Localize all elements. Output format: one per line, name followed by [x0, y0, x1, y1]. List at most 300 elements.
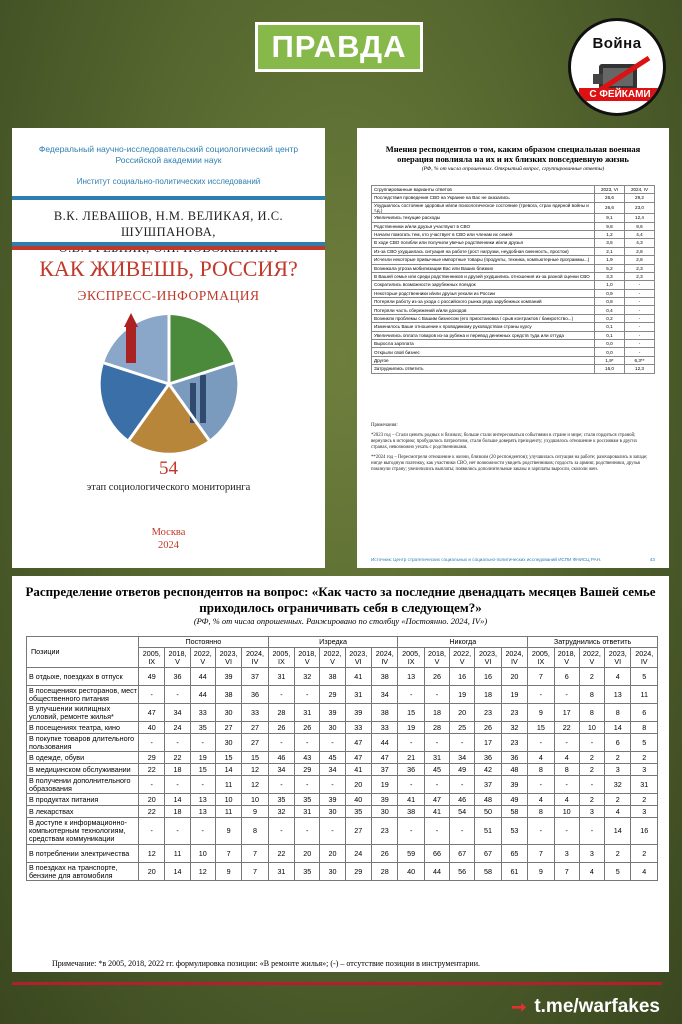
org-line-1: Федеральный научно-исследовательский социологический центр — [38, 144, 299, 154]
year-header: 2018, V — [424, 648, 449, 668]
table-cell: 50 — [475, 806, 501, 818]
position-label: В поездках на транспорте, бензине для автомобиля — [27, 863, 139, 881]
table-cell: 10 — [579, 722, 604, 734]
table-cell: 22 — [554, 722, 579, 734]
table-cell: 44 — [190, 668, 215, 686]
table-cell: 23,0 — [625, 202, 655, 213]
table-cell: 12,3 — [625, 365, 655, 373]
year-header: 2022, V — [190, 648, 215, 668]
year-header: 2024, IV — [242, 648, 268, 668]
table-cell: - — [554, 818, 579, 845]
table-cell: 12 — [190, 863, 215, 881]
table-row — [372, 306, 655, 314]
table-row — [372, 222, 655, 230]
table-cell: 9 — [528, 704, 554, 722]
group-header: Никогда — [398, 637, 528, 648]
table-cell: 8 — [242, 818, 268, 845]
table-cell: 26,6 — [595, 194, 625, 202]
table-cell: 20 — [501, 668, 527, 686]
table-cell: 4 — [528, 752, 554, 764]
table-cell: 38 — [372, 704, 398, 722]
table-cell: 39 — [320, 704, 345, 722]
table-cell: 22 — [139, 764, 165, 776]
table-cell: 48 — [501, 764, 527, 776]
table-cell: 34 — [372, 686, 398, 704]
table-cell: 32 — [295, 668, 320, 686]
table-row — [27, 668, 658, 686]
table-cell: 2,3 — [625, 272, 655, 280]
table-cell: - — [625, 289, 655, 297]
table-cell: 11 — [215, 806, 241, 818]
table-cell: 2,3 — [625, 264, 655, 272]
table-cell: Начали помогать тем, кто участвует в СВО или членам их семей — [372, 230, 595, 238]
table-cell: 44 — [372, 734, 398, 752]
table-cell: 4 — [554, 752, 579, 764]
table-cell: 61 — [501, 863, 527, 881]
table-cell: 0,8 — [595, 298, 625, 306]
table-cell: 27 — [345, 818, 371, 845]
header-cell: 2024, IV — [625, 186, 655, 194]
table-cell: 32 — [605, 776, 631, 794]
table-cell: 9 — [215, 863, 241, 881]
table-row — [372, 323, 655, 331]
table-cell: - — [398, 686, 424, 704]
table-cell: 31 — [424, 752, 449, 764]
table-cell: Затруднились ответить — [372, 365, 595, 373]
cover-year: 2024 — [158, 540, 179, 551]
table-cell: 20 — [450, 704, 475, 722]
table-cell: 8 — [579, 704, 604, 722]
table-cell: 2 — [579, 794, 604, 806]
table-cell: - — [165, 734, 190, 752]
table-cell: Исчезли некоторые привычные импортные товары (продукты, техника, компьютерные программы...) — [372, 256, 595, 264]
table-cell: 14 — [165, 863, 190, 881]
table-cell: 48 — [475, 794, 501, 806]
table-cell: 8 — [605, 704, 631, 722]
table-cell: 30 — [320, 806, 345, 818]
table-row — [27, 863, 658, 881]
table-cell: 38 — [372, 668, 398, 686]
table-cell: 36 — [165, 668, 190, 686]
table-row — [27, 794, 658, 806]
table-cell: 35 — [295, 863, 320, 881]
svo-impact-table — [371, 185, 655, 374]
table-cell: - — [398, 776, 424, 794]
table-cell: 12,4 — [625, 214, 655, 222]
table-cell: 0,0 — [595, 340, 625, 348]
table-cell: 4 — [579, 863, 604, 881]
table-cell: 3 — [579, 845, 604, 863]
table-row — [27, 686, 658, 704]
table-cell: В ходе СВО погибли или получили увечье родственники и/или друзья — [372, 239, 595, 247]
table-cell: 40 — [398, 863, 424, 881]
table-cell: 21 — [398, 752, 424, 764]
table-cell: 33 — [242, 704, 268, 722]
table-cell: - — [625, 331, 655, 339]
table-cell: 38 — [215, 686, 241, 704]
table-cell: 47 — [424, 794, 449, 806]
cover-stage: этап социологического мониторинга — [86, 482, 251, 493]
table-cell: 28 — [424, 722, 449, 734]
table-row — [372, 356, 655, 364]
table-cell: 33 — [372, 722, 398, 734]
table-cell: 19 — [398, 722, 424, 734]
year-header: 2005, IX — [139, 648, 165, 668]
table-cell: - — [579, 776, 604, 794]
table-cell: - — [554, 686, 579, 704]
table-cell: 39 — [320, 794, 345, 806]
year-header: 2024, IV — [372, 648, 398, 668]
table-cell: Из-за СВО ухудшилась ситуация на работе (рост нагрузки, неудобная сменность, простои) — [372, 247, 595, 255]
cover-institute: Институт социально-политических исследований — [76, 177, 261, 186]
year-header: 2024, IV — [501, 648, 527, 668]
table-cell: Некоторые родственники и/или друзья уехали из России — [372, 289, 595, 297]
year-header: 2018, V — [165, 648, 190, 668]
table-cell: 19 — [450, 686, 475, 704]
table-row — [372, 272, 655, 280]
table-cell: 4 — [554, 794, 579, 806]
table-cell: 41 — [345, 764, 371, 776]
table-cell: 0,1 — [595, 331, 625, 339]
table-cell: 19 — [372, 776, 398, 794]
table-cell: 4,3 — [625, 239, 655, 247]
table-cell: 36 — [475, 752, 501, 764]
table-cell: 30 — [215, 704, 241, 722]
cover-city-year — [12, 526, 325, 552]
table-cell: 2 — [579, 752, 604, 764]
table-cell: 3,5 — [595, 239, 625, 247]
table-cell: - — [190, 818, 215, 845]
table-cell: 31 — [345, 686, 371, 704]
page-footer — [371, 557, 655, 562]
table-cell: Возникала угроза мобилизации Вас или Ваших близких — [372, 264, 595, 272]
table-cell: 37 — [242, 668, 268, 686]
table-cell: Родственники и/или друзья участвуют в СВО — [372, 222, 595, 230]
table-cell: - — [528, 734, 554, 752]
table-cell: 28 — [268, 704, 294, 722]
table-cell: 27 — [242, 722, 268, 734]
table-cell: 44 — [424, 863, 449, 881]
table-cell: - — [554, 734, 579, 752]
table-cell: 19 — [190, 752, 215, 764]
table-cell: 2 — [605, 845, 631, 863]
table-row — [372, 340, 655, 348]
table-cell: 31 — [268, 863, 294, 881]
table-cell: - — [424, 818, 449, 845]
table-cell: 29 — [320, 686, 345, 704]
table-cell: 24 — [345, 845, 371, 863]
group-header: Постоянно — [139, 637, 269, 648]
table-cell: 4 — [631, 863, 658, 881]
restrictions-page — [12, 576, 669, 972]
table-cell: - — [528, 776, 554, 794]
table-cell: Ухудшилось состояние здоровья и/или психологическое состояние (тревога, страх ядерной войны и т.д.) — [372, 202, 595, 213]
org-line-2: Российской академии наук — [115, 155, 222, 165]
table-cell: 16 — [475, 668, 501, 686]
table-cell: 49 — [450, 764, 475, 776]
table-cell: 34 — [268, 764, 294, 776]
table-cell: 16 — [631, 818, 658, 845]
table-cell: 0,0 — [595, 348, 625, 356]
table-cell: 1,9* — [595, 356, 625, 364]
svo-table-title: Мнения респондентов о том, каким образом специальная военная операция повлияла на их и их близких повседневную жизнь — [385, 144, 641, 164]
table-cell: 7 — [528, 845, 554, 863]
table-cell: 18 — [165, 806, 190, 818]
notes-title: Примечания: — [371, 423, 398, 428]
table-cell: 47 — [139, 704, 165, 722]
table-cell: 12 — [242, 776, 268, 794]
svo-table-subtitle: (РФ, % от числа опрошенных. Открытый вопрос, сгруппированные ответы) — [421, 166, 605, 172]
table-cell: Открыли свой бизнес — [372, 348, 595, 356]
channel-link-text: t.me/warfakes — [534, 996, 660, 1017]
year-header: 2005, IX — [398, 648, 424, 668]
table-cell: 35 — [190, 722, 215, 734]
positions-header: Позиции — [27, 637, 139, 668]
table-cell: - — [554, 776, 579, 794]
table-cell: 20 — [139, 863, 165, 881]
table-cell: - — [424, 776, 449, 794]
year-header: 2024, IV — [631, 648, 658, 668]
table-cell: 23 — [372, 818, 398, 845]
table-cell: - — [398, 818, 424, 845]
table-cell: - — [190, 776, 215, 794]
table-cell: 28 — [372, 863, 398, 881]
position-label: В медицинском обслуживании — [27, 764, 139, 776]
table-cell: 6 — [605, 734, 631, 752]
book-cover — [12, 128, 325, 568]
table-cell: 6 — [631, 704, 658, 722]
table-cell: Увеличились текущие расходы — [372, 214, 595, 222]
table-cell: 9 — [528, 863, 554, 881]
table-cell: 12 — [242, 764, 268, 776]
table-cell: 49 — [501, 794, 527, 806]
table-cell: 8 — [631, 722, 658, 734]
table-row — [372, 281, 655, 289]
table-cell: - — [165, 818, 190, 845]
position-label: В посещениях театра, кино — [27, 722, 139, 734]
year-header: 2018, V — [554, 648, 579, 668]
table-cell: - — [625, 348, 655, 356]
table-cell: 5,2 — [595, 264, 625, 272]
table-cell: 2 — [631, 845, 658, 863]
table-cell: 30 — [320, 722, 345, 734]
table-cell: 30 — [320, 863, 345, 881]
restrictions-title: Распределение ответов респондентов на вопрос: «Как часто за последние двенадцать месяцев Вашей семье приходилось ограничивать себя в следующем?» — [25, 584, 656, 615]
table-cell: - — [528, 686, 554, 704]
table-cell: 67 — [450, 845, 475, 863]
table-cell: Сократились возможности зарубежных поездок — [372, 281, 595, 289]
table-cell: 20 — [139, 794, 165, 806]
header-cell: Сгруппированные варианты ответов — [372, 186, 595, 194]
table-cell: - — [528, 818, 554, 845]
logo-top-text: Война — [592, 35, 642, 52]
table-cell: 26 — [268, 722, 294, 734]
table-cell: 33 — [345, 722, 371, 734]
table-cell: Потеряли работу из-за ухода с российского рынка ряда зарубежных компаний — [372, 298, 595, 306]
table-cell: - — [625, 340, 655, 348]
cover-photo-collage — [98, 313, 240, 455]
table-cell: 47 — [345, 734, 371, 752]
table-cell: 2 — [605, 794, 631, 806]
footer-source: Источник: Центр стратегических социальных и социально-политических исследований ИСПИ ФНИСЦ РАН. — [371, 557, 602, 562]
table-cell: 40 — [139, 722, 165, 734]
table-cell: - — [139, 776, 165, 794]
table-row — [372, 256, 655, 264]
table-cell: 23 — [501, 704, 527, 722]
table-cell: - — [190, 734, 215, 752]
table-row — [372, 264, 655, 272]
note-2024: **2024 год – Пересмотрели отношение к жизни, близким (20 респондентов); улучшилась ситуация на работе; разочаровались в западе; нигде выгодную платежку, как участники СВО, нет возможности увидеть родственников; гордость за армию; родственники, друзья покинули страну; увеличились выплаты; появились дополнительные заказы и зарплаты выросли, скололи жен. — [371, 455, 648, 472]
table-cell: 13 — [605, 686, 631, 704]
table-cell: Выросла зарплата — [372, 340, 595, 348]
table-cell: 34 — [450, 752, 475, 764]
table-cell: 39 — [372, 794, 398, 806]
table-row — [27, 818, 658, 845]
year-header: 2018, V — [295, 648, 320, 668]
table-cell: 43 — [295, 752, 320, 764]
table-cell: 42 — [475, 764, 501, 776]
table-cell: 4 — [528, 794, 554, 806]
table-cell: 32 — [501, 722, 527, 734]
table-cell: 4,4 — [625, 230, 655, 238]
table-cell: 5 — [631, 668, 658, 686]
table-cell: - — [268, 776, 294, 794]
table-cell: 3 — [605, 764, 631, 776]
table-cell: 27 — [215, 722, 241, 734]
restrictions-note: Примечание: *в 2005, 2018, 2022 гг. формулировка позиции: «В ремонте жилья»; (-) – отсутствие позиции в инструментарии. — [52, 959, 480, 968]
table-cell: - — [450, 818, 475, 845]
table-cell: 40 — [345, 794, 371, 806]
year-header: 2022, V — [450, 648, 475, 668]
table-cell: Последствия проведения СВО на Украине на Вас не оказались — [372, 194, 595, 202]
table-cell: 38 — [398, 806, 424, 818]
table-cell: 54 — [450, 806, 475, 818]
table-cell: 15 — [242, 752, 268, 764]
table-cell: 1,9 — [595, 256, 625, 264]
table-cell: - — [268, 734, 294, 752]
table-cell: 11 — [215, 776, 241, 794]
table-cell: 39 — [215, 668, 241, 686]
position-label: В получении дополнительного образования — [27, 776, 139, 794]
table-row — [27, 764, 658, 776]
table-cell: - — [579, 818, 604, 845]
position-label: В улучшении жилищных условий, ремонте жилья* — [27, 704, 139, 722]
table-cell: Возникли проблемы с Вашим бизнесом (его приостановка / срыв контрактов / банкротство...) — [372, 314, 595, 322]
table-cell: 36 — [242, 686, 268, 704]
position-label: В доступе к информационно-компьютерным технологиям, средствам коммуникации — [27, 818, 139, 845]
table-cell: 3,3 — [595, 272, 625, 280]
table-cell: - — [165, 686, 190, 704]
table-cell: 20 — [345, 776, 371, 794]
table-cell: - — [320, 776, 345, 794]
table-cell: 29 — [139, 752, 165, 764]
table-cell: 49 — [139, 668, 165, 686]
table-cell: Потеряли часть сбережений и/или доходов — [372, 306, 595, 314]
red-divider — [12, 982, 662, 985]
table-cell: 8 — [554, 764, 579, 776]
table-cell: 7 — [242, 845, 268, 863]
table-cell: 9 — [215, 818, 241, 845]
table-cell: 10 — [215, 794, 241, 806]
table-cell: 5 — [631, 734, 658, 752]
telegram-link[interactable] — [511, 996, 660, 1018]
table-cell: 30 — [372, 806, 398, 818]
table-cell: 25 — [450, 722, 475, 734]
table-cell: 13 — [190, 806, 215, 818]
position-label: В покупке товаров длительного пользования — [27, 734, 139, 752]
table-cell: 31 — [268, 668, 294, 686]
table-cell: - — [268, 686, 294, 704]
table-cell: 0,1 — [595, 323, 625, 331]
table-cell: 26,6 — [595, 202, 625, 213]
table-cell: 2 — [631, 794, 658, 806]
table-cell: 31 — [631, 776, 658, 794]
table-cell: 11 — [165, 845, 190, 863]
cover-stripe-top — [12, 196, 325, 200]
table-cell: 15 — [215, 752, 241, 764]
table-cell: 2 — [579, 668, 604, 686]
table-cell: - — [268, 818, 294, 845]
group-header: Изредка — [268, 637, 398, 648]
table-cell: 26 — [295, 722, 320, 734]
table-cell: 7 — [215, 845, 241, 863]
table-cell: 51 — [475, 818, 501, 845]
year-header: 2023, VI — [605, 648, 631, 668]
table-cell: 17 — [475, 734, 501, 752]
position-label: В продуктах питания — [27, 794, 139, 806]
svo-table-header — [372, 186, 655, 194]
table-cell: - — [625, 298, 655, 306]
table-cell: 20 — [320, 845, 345, 863]
table-cell: 0,2 — [595, 314, 625, 322]
year-header: 2005, IX — [528, 648, 554, 668]
svo-notes — [371, 423, 655, 477]
table-cell: 37 — [475, 776, 501, 794]
table-cell: 14 — [165, 794, 190, 806]
table-cell: 11 — [631, 686, 658, 704]
table-cell: 31 — [295, 806, 320, 818]
table-cell: 10 — [190, 845, 215, 863]
table-cell: 41 — [424, 806, 449, 818]
table-row — [372, 239, 655, 247]
cover-stripe-red — [12, 246, 325, 250]
table-cell: 3 — [631, 806, 658, 818]
table-cell: 8 — [528, 764, 554, 776]
table-cell: 2,8 — [625, 247, 655, 255]
table-row — [27, 734, 658, 752]
table-cell: 15 — [190, 764, 215, 776]
table-row — [27, 845, 658, 863]
table-cell: 3 — [579, 806, 604, 818]
table-cell: 7 — [528, 668, 554, 686]
war-on-fakes-logo — [568, 18, 666, 116]
page-number: 43 — [649, 557, 655, 562]
table-cell: 30 — [215, 734, 241, 752]
table-cell: 19 — [501, 686, 527, 704]
table-cell: 2 — [579, 764, 604, 776]
position-label: В посещениях ресторанов, мест общественного питания — [27, 686, 139, 704]
table-cell: 10 — [554, 806, 579, 818]
position-label: В лекарствах — [27, 806, 139, 818]
position-label: В одежде, обуви — [27, 752, 139, 764]
table-row — [372, 247, 655, 255]
table-cell: 12 — [139, 845, 165, 863]
table-cell: 53 — [501, 818, 527, 845]
table-cell: 34 — [320, 764, 345, 776]
year-header: 2023, VI — [215, 648, 241, 668]
table-cell: 18 — [475, 686, 501, 704]
position-label: В отдыхе, поездках в отпуск — [27, 668, 139, 686]
